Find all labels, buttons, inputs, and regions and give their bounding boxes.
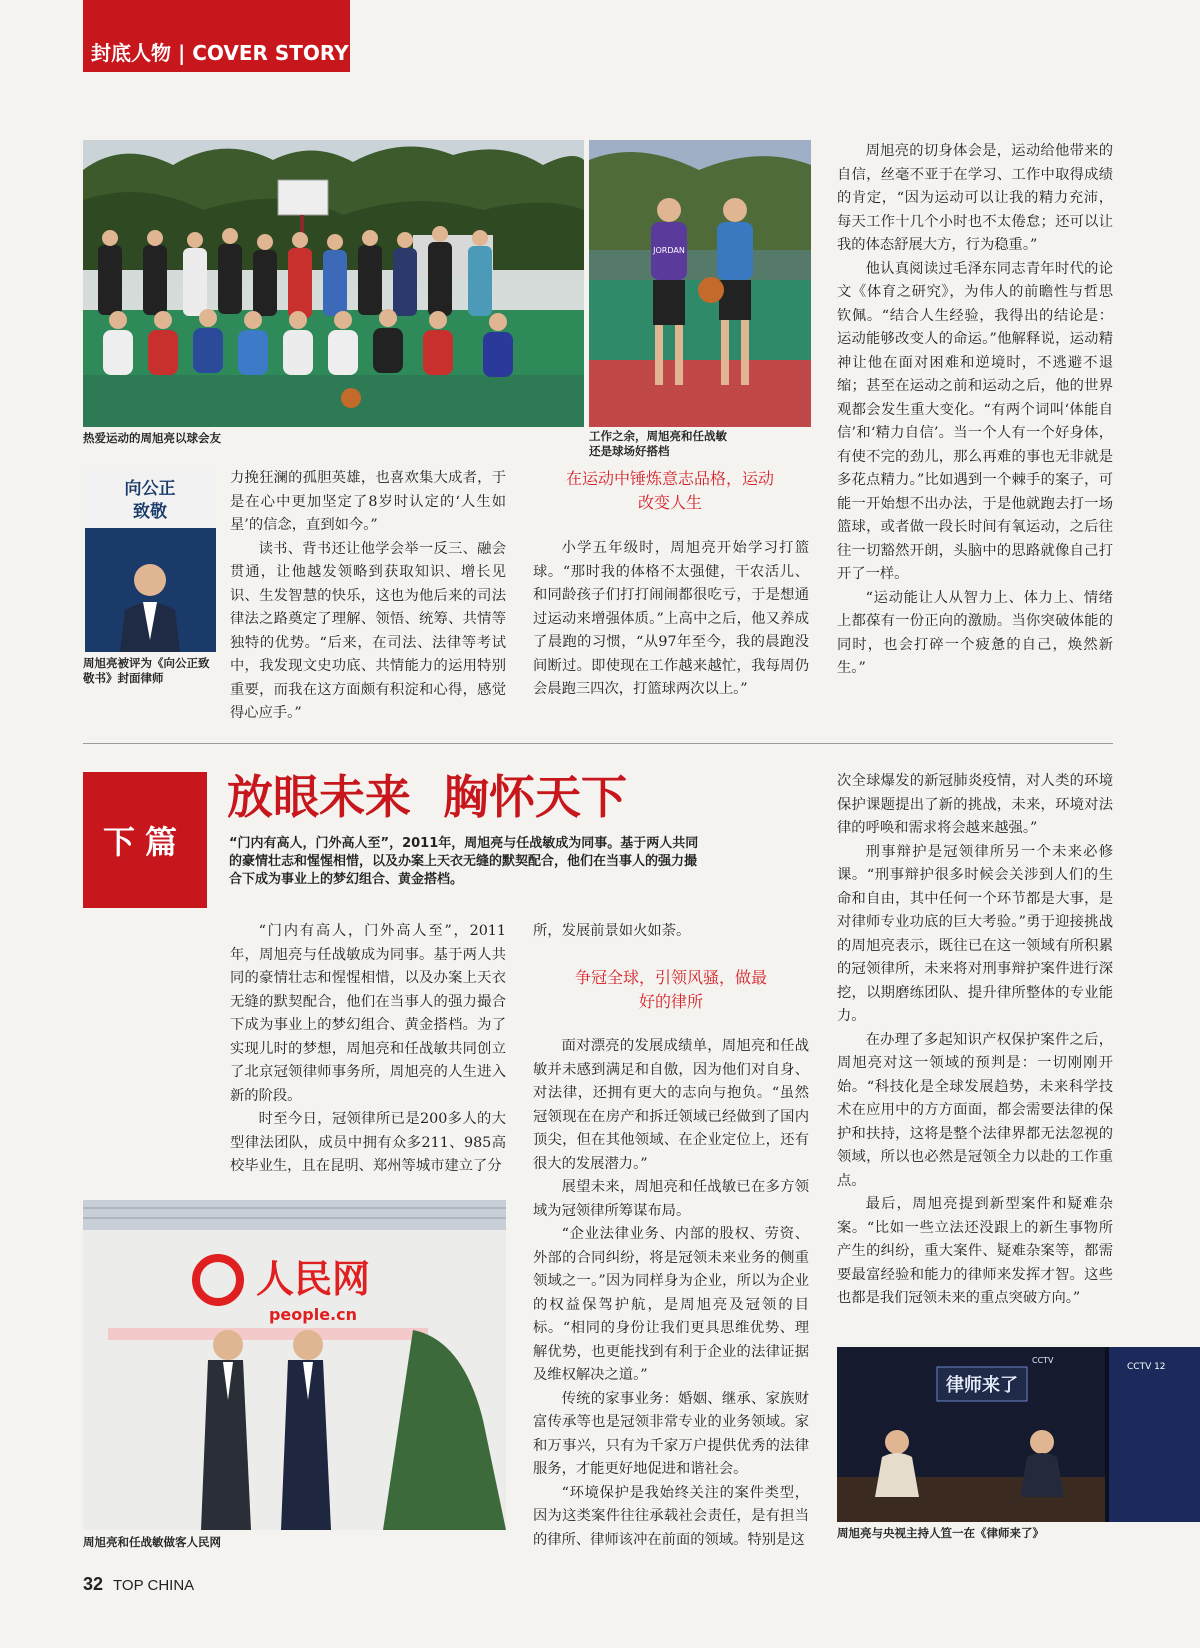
book-title-line1: 向公正 (124, 479, 176, 499)
paragraph: 读书、背书还让他学会举一反三、融会贯通，让他越发领略到获取知识、增长见识、生发智慧的快乐，这也为他后来的司法律法之路奠定了理解、领悟、统筹、共情等独特的优势。“后来，在司法、法律等考试中，我发现文史功底、共情能力的运用特别重要，而我在这方面颇有积淀和心得，感觉得心应手。” (230, 540, 506, 721)
paragraph: 周旭亮的切身体会是，运动给他带来的自信，丝毫不亚于在学习、工作中取得成绩的肯定，“因为运动可以让我的精力充沛，每天工作十几个小时也不太倦怠；还可以让我的体态舒展大方，行为稳重。” (837, 143, 1113, 253)
court-photo-caption: 工作之余，周旭亮和任战敏还是球场好搭档 (589, 429, 727, 458)
paragraph: “门内有高人，门外高人至”，2011年，周旭亮与任战敏成为同事。基于两人共同的豪情壮志和惺惺相惜，以及办案上天衣无缝的默契配合，他们在当事人的强力撮合下成为事业上的梦幻组合、黄金搭档。为了实现儿时的梦想，周旭亮和任战敏共同创立了北京冠领律师事务所，周旭亮的人生进入新的阶段。 (230, 923, 506, 1104)
team-photo-caption: 热爱运动的周旭亮以球会友 (83, 431, 221, 445)
paragraph: 面对漂亮的发展成绩单，周旭亮和任战敏并未感到满足和自傲，因为他们对自身、对法律，还拥有更大的志向与抱负。“虽然冠领现在在房产和拆迁领域已经做到了国内顶尖，但在其他领域、在企业定位上，还有很大的发展潜力。” (533, 1038, 809, 1172)
paragraph: 展望未来，周旭亮和任战敏已在多方领域为冠领律所筹谋布局。 (533, 1179, 809, 1219)
paragraph: “运动能让人从智力上、体力上、情绪上都葆有一份正向的激励。当你突破体能的同时，也会打碎一个疲惫的自己，焕然新生。” (837, 589, 1113, 676)
page-footer (83, 1574, 194, 1595)
paragraph: 所，发展前景如火如荼。 (533, 923, 691, 939)
section-divider (83, 743, 1113, 744)
team-photo (83, 140, 584, 427)
book-cover-caption: 周旭亮被评为《向公正致敬书》封面律师 (83, 656, 210, 685)
lower-column-1 (230, 920, 506, 1179)
subheading: 争冠全球，引领风骚，做最好的律所 (574, 968, 767, 1011)
paragraph: 次全球爆发的新冠肺炎疫情，对人类的环境保护课题提出了新的挑战，未来，环境对法律的呼唤和需求将会越来越强。” (837, 773, 1113, 836)
cctv12-logo: CCTV 12 (1127, 1362, 1166, 1372)
lower-column-2 (533, 920, 809, 944)
book-title-line2: 致敬 (133, 502, 167, 522)
book-cover (85, 470, 216, 652)
upper-column-1 (230, 467, 506, 726)
upper-column-2 (533, 537, 809, 702)
paragraph: 刑事辩护是冠领律所另一个未来必修课。“刑事辩护很多时候会关涉到人们的生命和自由，其中任何一个环节都是大事，是对律师专业功底的巨大考验。”勇于迎接挑战的周旭亮表示，既往已在这一领域有所积累的冠领律所，未来将对刑事辩护案件进行深挖，以期磨练团队、提升律所整体的专业能力。 (837, 843, 1113, 1024)
people-domain-text: people.cn (268, 1305, 358, 1324)
paragraph: “企业法律业务、内部的股权、劳资、外部的合同纠纷，将是冠领未来业务的侧重领域之一。”因为同样身为企业，所以为企业的权益保驾护航，是周旭亮及冠领的目标。“相同的身份让我们更具思维优势、理解优势，也更能找到有利于企业的法律证据及维权解决之道。” (533, 1226, 809, 1383)
paragraph: 传统的家事业务：婚姻、继承、家族财富传承等也是冠领非常专业的业务领域。家和万事兴，只有为千家万户提供优秀的法律服务，才能更好地促进和谐社会。 (533, 1390, 809, 1477)
paragraph: 他认真阅读过毛泽东同志青年时代的论文《体育之研究》，为伟人的前瞻性与哲思钦佩。“结合人生经验，我得出的结论是：运动能够改变人的命运。”他解释说，运动精神让他在面对困难和逆境时，不逃避不退缩；甚至在运动之前和运动之后，他的世界观都会发生重大变化。“有两个词叫‘体能自信’和‘精力自信’。当一个人有一个好身体，有使不完的劲儿，那么再难的事也无非就是多花点精力。”比如遇到一个棘手的案子，可能一开始想不出办法，于是他就跑去打一场篮球，或者做一段长时间有氧运动，之后往往一切豁然开朗，头脑中的思路就像自己打开了一样。 (837, 260, 1113, 582)
section-lead: “门内有高人，门外高人至”，2011年，周旭亮与任战敏成为同事。基于两人共同的豪情壮志和惺惺相惜，以及办案上天衣无缝的默契配合，他们在当事人的强力撮合下成为事业上的梦幻组合、黄金搭档。 (229, 836, 699, 887)
paragraph: 小学五年级时，周旭亮开始学习打篮球。“那时我的体格不太强健，干农活儿、和同龄孩子们打打闹闹都很吃亏，于是想通过运动来增强体质。”上高中之后，他又养成了晨跑的习惯，“从97年至今，我的晨跑没间断过。即使现在工作越来越忙，我每周仍会晨跑三四次，打篮球两次以上。” (533, 540, 809, 697)
lower-column-3 (837, 770, 1113, 1311)
section-title: 放眼未来 胸怀天下 (227, 770, 628, 824)
people-photo (83, 1200, 506, 1530)
magazine-name: TOP CHINA (113, 1577, 195, 1594)
section-label: 下篇 (83, 772, 207, 908)
cctv-photo (837, 1347, 1200, 1522)
paragraph: 时至今日，冠领律所已是200多人的大型律法团队，成员中拥有众多211、985高校毕业生，且在昆明、郑州等城市建立了分 (230, 1111, 506, 1174)
paragraph: 最后，周旭亮提到新型案件和疑难杂案。“比如一些立法还没跟上的新生事物所产生的纠纷，重大案件、疑难杂案等，都需要最富经验和能力的律师来发挥才智。这些也都是我们冠领未来的重点突破方向。” (837, 1196, 1113, 1306)
paragraph: 力挽狂澜的孤胆英雄，也喜欢集大成者，于是在心中更加坚定了8岁时认定的‘人生如星’的信念，直到如今。” (230, 470, 506, 533)
people-logo-text: 人民网 (255, 1256, 371, 1301)
jersey-text: JORDAN (653, 246, 685, 255)
cctv-photo-caption: 周旭亮与央视主持人笪一在《律师来了》 (837, 1526, 1044, 1540)
people-photo-caption: 周旭亮和任战敏做客人民网 (83, 1535, 221, 1549)
lower-column-2-body (533, 1035, 809, 1552)
page-number: 32 (83, 1574, 104, 1594)
section-tag: 封底人物 | COVER STORY (83, 0, 350, 72)
subheading: 在运动中锤炼意志品格，运动改变人生 (565, 469, 774, 512)
cctv-show-title: 律师来了 (946, 1375, 1018, 1396)
paragraph: 在办理了多起知识产权保护案件之后，周旭亮对这一领域的预判是：一切刚刚开始。“科技化是全球发展趋势，未来科学技术在应用中的方方面面，都会需要法律的保护和扶持，这将是整个法律界都无法忽视的领域，所以也必然是冠领全力以赴的工作重点。 (837, 1031, 1113, 1189)
paragraph: “环境保护是我始终关注的案件类型，因为这类案件往往承载社会责任，是有担当的律所、律师该冲在前面的领域。特别是这 (533, 1484, 809, 1548)
upper-column-3 (837, 140, 1113, 681)
court-photo (589, 140, 811, 427)
cctv-logo: CCTV (1032, 1356, 1054, 1365)
